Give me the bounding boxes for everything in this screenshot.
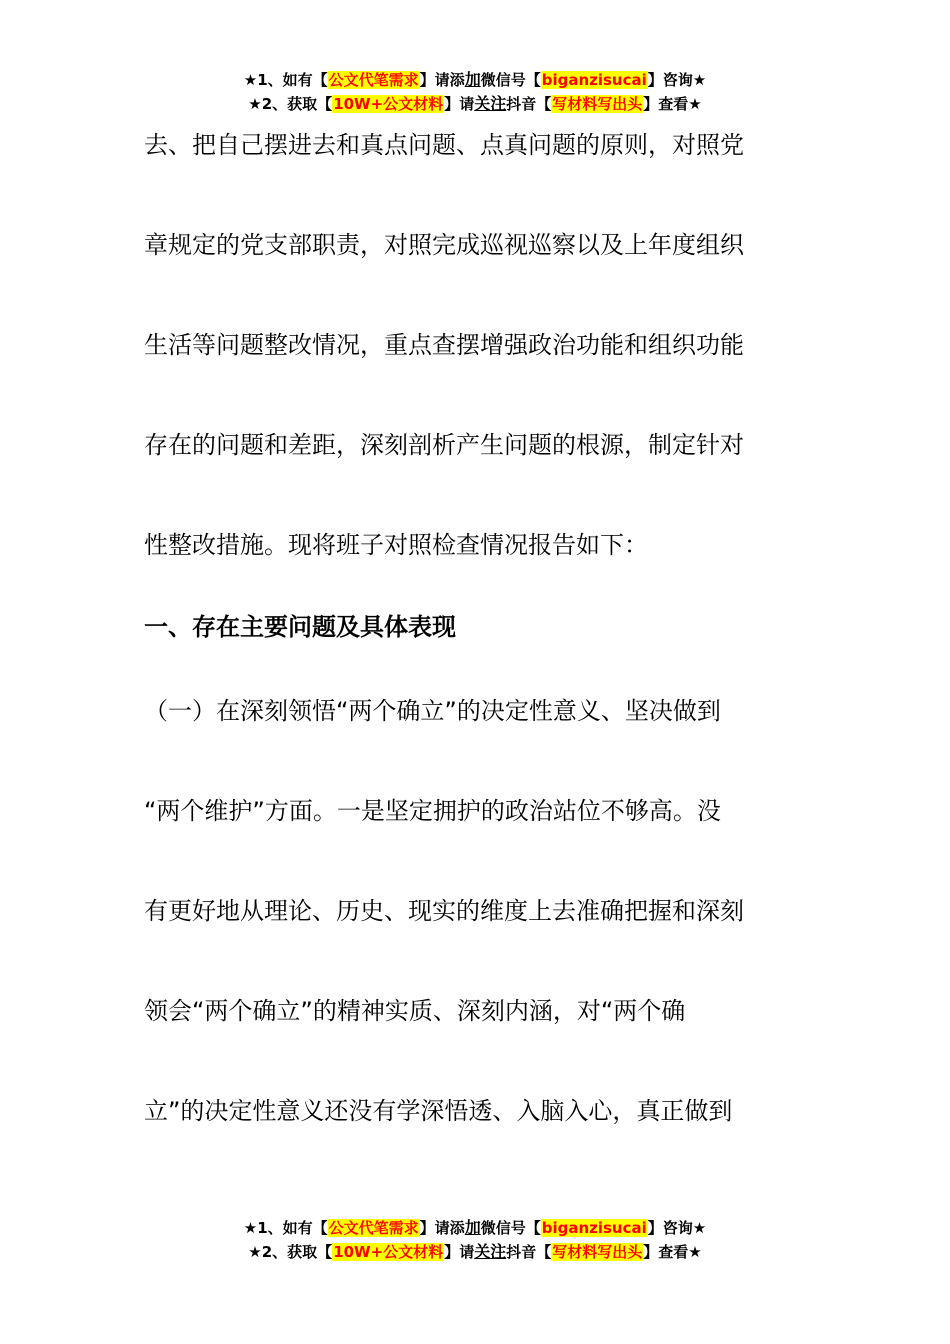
paragraph-line: 章规定的党支部职责，对照完成巡视巡察以及上年度组织 (144, 231, 744, 259)
paragraph-line: 去、把自己摆进去和真点问题、点真问题的原则，对照党 (144, 131, 744, 159)
banner-line-2 (0, 92, 950, 116)
paragraph-line: 存在的问题和差距，深刻剖析产生问题的根源，制定针对 (144, 431, 744, 459)
paragraph-line: 性整改措施。现将班子对照检查情况报告如下： (144, 531, 648, 559)
banner-line-1 (0, 68, 950, 92)
banner-underline: 关注 (474, 1242, 507, 1261)
section-heading: 一、存在主要问题及具体表现 (144, 613, 456, 641)
banner-text: 】咨询★ (647, 1219, 707, 1237)
banner-text: 抖音【 (506, 1243, 552, 1261)
paragraph-line: “两个维护”方面。一是坚定拥护的政治站位不够高。没 (144, 797, 721, 825)
banner-highlight: 写材料写出头 (552, 1243, 643, 1261)
banner-highlight: 公文代笔需求 (328, 1219, 419, 1237)
banner-line-2 (0, 1240, 950, 1264)
banner-text: ★1、如有【 (243, 71, 328, 89)
bottom-banner (0, 1216, 950, 1264)
banner-underline: 加 (464, 70, 481, 89)
banner-text: ★2、获取【 (248, 1243, 333, 1261)
banner-text: 抖音【 (506, 95, 552, 113)
paragraph-line: 立”的决定性意义还没有学深悟透、入脑入心，真正做到 (144, 1097, 733, 1125)
banner-text: 】咨询★ (647, 71, 707, 89)
banner-text: 】请 (444, 1243, 475, 1261)
banner-text: 微信号【 (480, 71, 541, 89)
paragraph-line: 生活等问题整改情况，重点查摆增强政治功能和组织功能 (144, 331, 744, 359)
paragraph-line: 领会“两个确立”的精神实质、深刻内涵，对“两个确 (144, 997, 686, 1025)
banner-underline: 加 (464, 1218, 481, 1237)
banner-highlight: 10W+公文材料 (333, 95, 444, 113)
banner-text: 】查看★ (643, 1243, 702, 1261)
paragraph-line: 有更好地从理论、历史、现实的维度上去准确把握和深刻 (144, 897, 744, 925)
banner-highlight: 10W+公文材料 (333, 1243, 444, 1261)
banner-text: 】请添 (419, 1219, 465, 1237)
banner-text: ★1、如有【 (243, 1219, 328, 1237)
banner-highlight: 写材料写出头 (552, 95, 643, 113)
top-banner (0, 68, 950, 116)
banner-text: 】请 (444, 95, 475, 113)
banner-wechat-id: biganzisucai (541, 1219, 647, 1237)
banner-text: ★2、获取【 (248, 95, 333, 113)
banner-underline: 关注 (474, 94, 507, 113)
banner-text: 微信号【 (480, 1219, 541, 1237)
banner-line-1 (0, 1216, 950, 1240)
banner-text: 】请添 (419, 71, 465, 89)
paragraph-line: （一）在深刻领悟“两个确立”的决定性意义、坚决做到 (144, 697, 721, 725)
banner-highlight: 公文代笔需求 (328, 71, 419, 89)
banner-text: 】查看★ (643, 95, 702, 113)
banner-wechat-id: biganzisucai (541, 71, 647, 89)
